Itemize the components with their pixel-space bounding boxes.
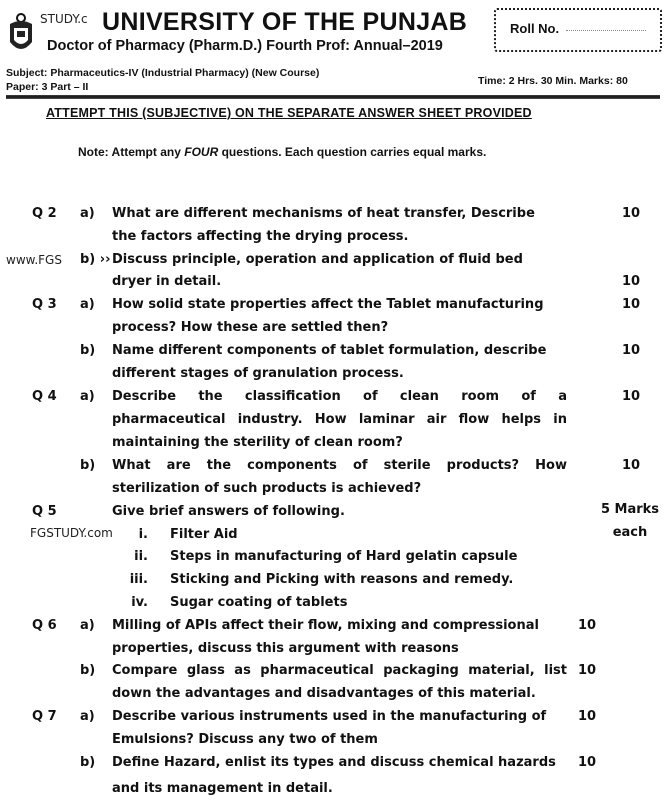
marks: 10: [578, 618, 597, 633]
marks: 10: [622, 206, 641, 221]
question-number: Q 5: [32, 504, 57, 519]
marks: 10: [578, 663, 597, 678]
question-text: dryer in detail.: [112, 274, 222, 289]
part-label: a): [80, 206, 95, 221]
question-text: Define Hazard, enlist its types and discuss chemical hazards: [112, 755, 556, 770]
paper-line: Paper: 3 Part – II: [6, 81, 89, 93]
question-number: Q 4: [32, 389, 57, 404]
watermark-top: STUDY.c: [40, 12, 88, 26]
university-crest-icon: [6, 12, 36, 56]
question-text: Describe various instruments used in the manufacturing of: [112, 709, 547, 724]
item-label: iv.: [131, 595, 148, 610]
question-text: Name different components of tablet formulation, describe: [112, 343, 547, 358]
note-prefix: Note: Attempt any: [78, 145, 185, 159]
roll-number-box: [494, 8, 662, 52]
item-text: Filter Aid: [170, 527, 238, 542]
degree-line: Doctor of Pharmacy (Pharm.D.) Fourth Prof: Annual–2019: [47, 38, 443, 54]
marks: 5 Marks: [600, 502, 660, 517]
item-text: Steps in manufacturing of Hard gelatin capsule: [170, 549, 518, 564]
part-label: b): [80, 755, 96, 770]
marks: 10: [578, 755, 597, 770]
marks: 10: [622, 343, 641, 358]
note-emphasis: FOUR: [184, 145, 219, 159]
subject-line: Subject: Pharmaceutics-IV (Industrial Pharmacy) (New Course): [6, 67, 320, 79]
item-text: Sticking and Picking with reasons and remedy.: [170, 572, 514, 587]
marks: 10: [622, 458, 641, 473]
marks: 10: [578, 709, 597, 724]
question-text: pharmaceutical industry. How laminar air flow helps in: [112, 412, 567, 427]
note-suffix: questions. Each question carries equal marks.: [218, 145, 487, 159]
part-label: b): [80, 663, 96, 678]
item-label: iii.: [129, 572, 148, 587]
question-text: Discuss principle, operation and application of fluid bed: [112, 252, 523, 267]
question-text: What are different mechanisms of heat transfer, Describe: [112, 206, 535, 221]
part-label: b): [80, 458, 96, 473]
question-text: Describe the classification of clean room of a: [112, 389, 567, 404]
question-text: the factors affecting the drying process.: [112, 229, 409, 244]
question-number: Q 7: [32, 709, 57, 724]
question-text: down the advantages and disadvantages of this material.: [112, 686, 536, 701]
question-text: Emulsions? Discuss any two of them: [112, 732, 378, 747]
question-text: Milling of APIs affect their flow, mixing and compressional: [112, 618, 539, 633]
note-instruction: [78, 145, 486, 159]
part-label: b) ››: [80, 252, 111, 267]
item-label: i.: [138, 527, 148, 542]
item-text: Sugar coating of tablets: [170, 595, 348, 610]
question-text: Compare glass as pharmaceutical packaging material, list: [112, 663, 567, 678]
attempt-instruction: ATTEMPT THIS (SUBJECTIVE) ON THE SEPARATE ANSWER SHEET PROVIDED: [46, 106, 532, 120]
marks: 10: [622, 274, 641, 289]
part-label: a): [80, 297, 95, 312]
question-text: and its management in detail.: [112, 781, 333, 796]
question-text: Give brief answers of following.: [112, 504, 345, 519]
question-number: Q 3: [32, 297, 57, 312]
question-text: maintaining the sterility of clean room?: [112, 435, 403, 450]
part-label: a): [80, 389, 95, 404]
question-text: What are the components of sterile products? How: [112, 458, 567, 473]
part-label: a): [80, 618, 95, 633]
part-label: b): [80, 343, 96, 358]
question-number: Q 6: [32, 618, 57, 633]
question-text: sterilization of such products is achieved?: [112, 481, 422, 496]
watermark-www: www.FGS: [6, 253, 62, 267]
university-title: UNIVERSITY OF THE PUNJAB: [102, 8, 468, 36]
marks: each: [612, 525, 648, 540]
part-label: a): [80, 709, 95, 724]
marks: 10: [622, 297, 641, 312]
roll-number-field: [566, 30, 646, 31]
header-divider: [6, 95, 660, 99]
question-text: different stages of granulation process.: [112, 366, 404, 381]
question-text: How solid state properties affect the Tablet manufacturing: [112, 297, 544, 312]
watermark-site: FGSTUDY.com: [30, 526, 113, 540]
question-text: process? How these are settled then?: [112, 320, 389, 335]
time-marks: Time: 2 Hrs. 30 Min. Marks: 80: [478, 75, 628, 87]
question-text: properties, discuss this argument with reasons: [112, 641, 459, 656]
marks: 10: [622, 389, 641, 404]
question-number: Q 2: [32, 206, 57, 221]
roll-number-label: Roll No.: [510, 21, 560, 36]
item-label: ii.: [134, 549, 148, 564]
